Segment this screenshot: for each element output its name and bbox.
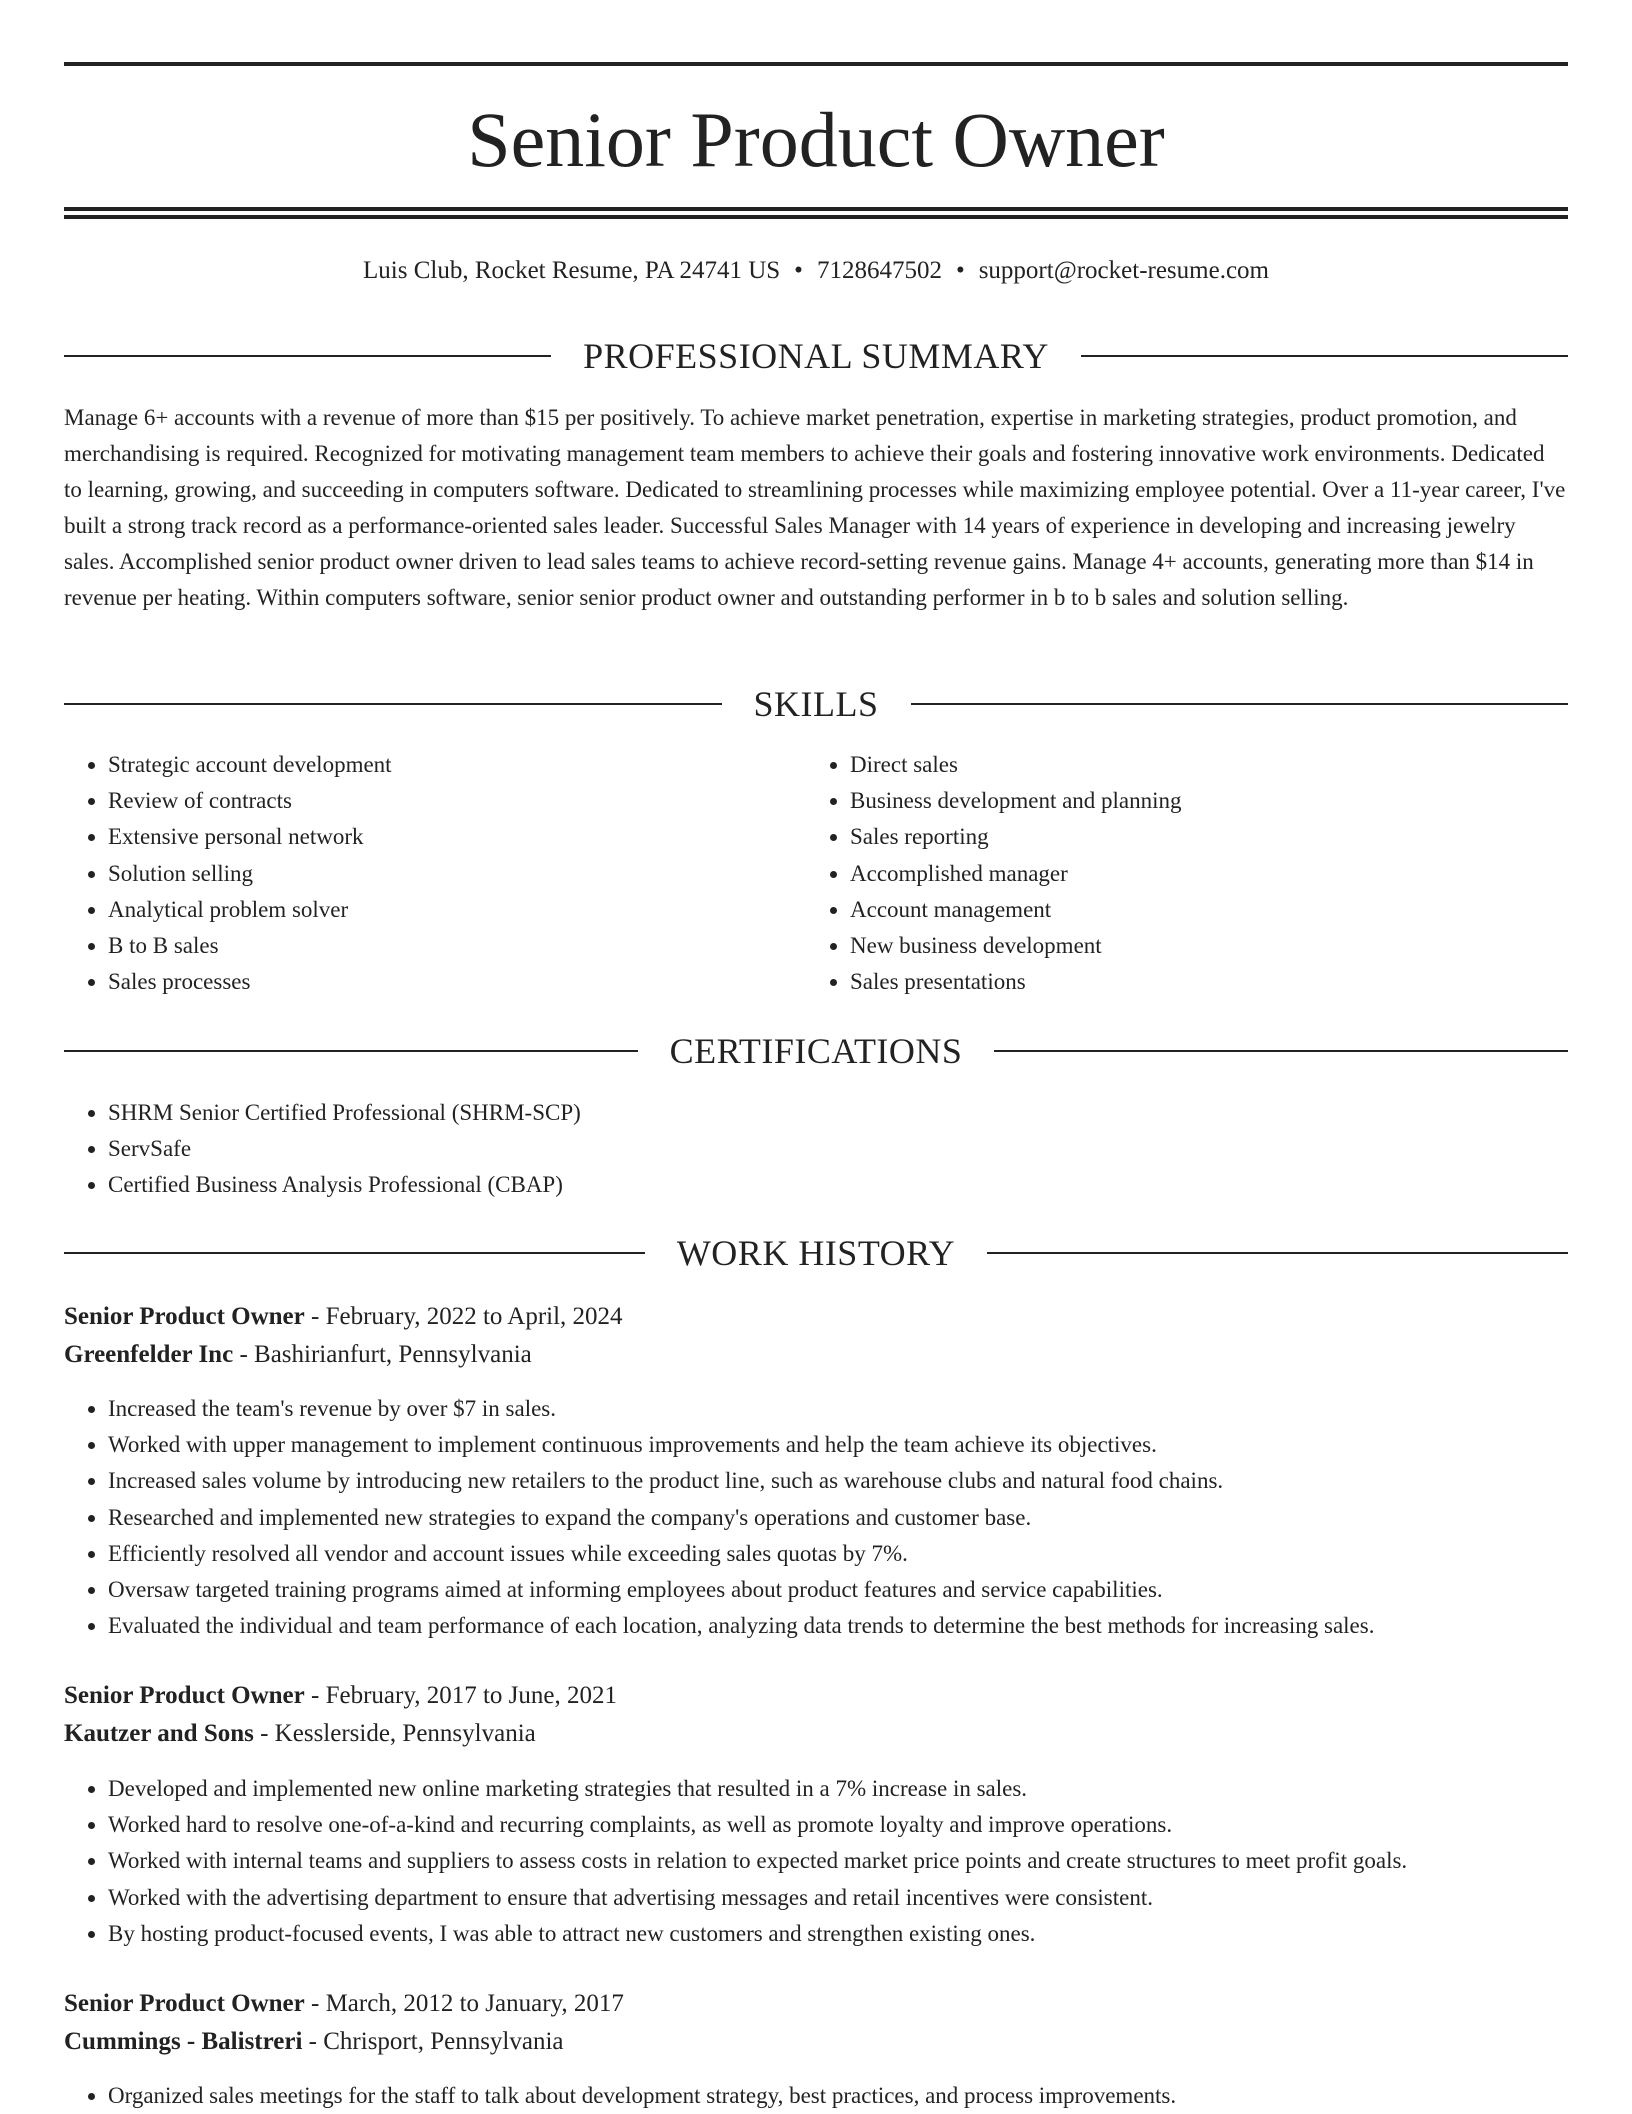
certifications-section-heading bbox=[64, 1029, 1568, 1073]
job-bullet: • Evaluated the individual and team performance of each location, analyzing data trends to determine the best methods for increasing sales. bbox=[108, 1608, 1568, 1644]
summary-section-heading bbox=[64, 334, 1568, 378]
job-bullets-block bbox=[64, 1771, 1568, 1952]
job-bullet-list bbox=[64, 2078, 1568, 2114]
certification-item: • SHRM Senior Certified Professional (SHRM-SCP) bbox=[108, 1095, 1568, 1131]
skill-item: • Sales processes bbox=[108, 964, 806, 1000]
job-title-line bbox=[64, 1985, 1568, 2023]
contact-line bbox=[64, 254, 1568, 288]
skill-item: • B to B sales bbox=[108, 928, 806, 964]
job-title: Senior Product Owner bbox=[64, 1682, 305, 1709]
job-company-line bbox=[64, 1715, 1568, 1753]
summary-heading-label: PROFESSIONAL SUMMARY bbox=[583, 336, 1049, 376]
header-double-rule-bottom bbox=[64, 215, 1568, 219]
job-company: Kautzer and Sons bbox=[64, 1720, 254, 1747]
job-bullet: • By hosting product-focused events, I was able to attract new customers and strengthen existing ones. bbox=[108, 1916, 1568, 1952]
heading-rule-right bbox=[911, 703, 1569, 705]
skills-list-left bbox=[64, 747, 806, 1000]
heading-rule-right bbox=[1081, 355, 1568, 357]
heading-rule-left bbox=[64, 355, 551, 357]
job-company-line bbox=[64, 2023, 1568, 2061]
job-bullet: • Worked with the advertising department to ensure that advertising messages and retail incentives were consistent. bbox=[108, 1880, 1568, 1916]
contact-address: Luis Club, Rocket Resume, PA 24741 US bbox=[363, 257, 781, 284]
skills-list-right bbox=[806, 747, 1548, 1000]
certification-item: • Certified Business Analysis Professional (CBAP) bbox=[108, 1167, 1568, 1203]
job-bullet: • Oversaw targeted training programs aimed at informing employees about product features and service capabilities. bbox=[108, 1572, 1568, 1608]
job-location: - Kesslerside, Pennsylvania bbox=[253, 1720, 536, 1747]
job-bullet: • Efficiently resolved all vendor and account issues while exceeding sales quotas by 7%. bbox=[108, 1536, 1568, 1572]
skill-item: • Account management bbox=[850, 892, 1548, 928]
heading-rule-right bbox=[994, 1050, 1568, 1052]
certification-item: • ServSafe bbox=[108, 1131, 1568, 1167]
heading-rule-left bbox=[64, 703, 722, 705]
work-history-heading-label: WORK HISTORY bbox=[676, 1233, 956, 1273]
skill-item: • New business development bbox=[850, 928, 1548, 964]
job-bullet: • Worked with upper management to implement continuous improvements and help the team achieve its objectives. bbox=[108, 1427, 1568, 1463]
job-entry bbox=[64, 1677, 1568, 1753]
contact-separator: • bbox=[794, 257, 803, 284]
job-company: Cummings - Balistreri bbox=[64, 2028, 303, 2055]
skills-section-heading bbox=[64, 682, 1568, 726]
job-entry bbox=[64, 1298, 1568, 1374]
skills-columns bbox=[64, 747, 1568, 1000]
job-title-line bbox=[64, 1298, 1568, 1336]
job-bullet: • Worked hard to resolve one-of-a-kind and recurring complaints, as well as promote loyalty and improve operations. bbox=[108, 1807, 1568, 1843]
job-title: Senior Product Owner bbox=[64, 1990, 305, 2017]
skill-item: • Business development and planning bbox=[850, 783, 1548, 819]
job-bullets-block bbox=[64, 2078, 1568, 2114]
job-dates: - February, 2017 to June, 2021 bbox=[304, 1682, 617, 1709]
job-bullet-list bbox=[64, 1391, 1568, 1644]
skill-item: • Direct sales bbox=[850, 747, 1548, 783]
skill-item: • Sales presentations bbox=[850, 964, 1548, 1000]
job-bullet: • Increased sales volume by introducing new retailers to the product line, such as warehouse clubs and natural food chains. bbox=[108, 1463, 1568, 1499]
job-entry bbox=[64, 1985, 1568, 2061]
job-bullet: • Researched and implemented new strategies to expand the company's operations and customer base. bbox=[108, 1500, 1568, 1536]
skill-item: • Strategic account development bbox=[108, 747, 806, 783]
skills-column-right bbox=[806, 747, 1548, 1000]
skill-item: • Analytical problem solver bbox=[108, 892, 806, 928]
work-history-section-heading bbox=[64, 1231, 1568, 1275]
skills-column-left bbox=[64, 747, 806, 1000]
contact-phone: 7128647502 bbox=[816, 257, 942, 284]
job-location: - Chrisport, Pennsylvania bbox=[302, 2028, 564, 2055]
job-bullet-list bbox=[64, 1771, 1568, 1952]
heading-rule-left bbox=[64, 1252, 645, 1254]
certifications-block bbox=[64, 1095, 1568, 1204]
skill-item: • Solution selling bbox=[108, 856, 806, 892]
skill-item: • Extensive personal network bbox=[108, 819, 806, 855]
certifications-heading-label: CERTIFICATIONS bbox=[669, 1031, 963, 1071]
certifications-list bbox=[64, 1095, 1568, 1204]
job-company-line bbox=[64, 1336, 1568, 1374]
contact-email: support@rocket-resume.com bbox=[978, 257, 1269, 284]
header-top-rule bbox=[64, 62, 1568, 66]
skill-item: • Sales reporting bbox=[850, 819, 1548, 855]
job-bullet: • Developed and implemented new online marketing strategies that resulted in a 7% increase in sales. bbox=[108, 1771, 1568, 1807]
header-double-rule-top bbox=[64, 207, 1568, 211]
job-bullet: • Organized sales meetings for the staff to talk about development strategy, best practices, and process improvements. bbox=[108, 2078, 1568, 2114]
job-dates: - February, 2022 to April, 2024 bbox=[304, 1303, 623, 1330]
heading-rule-left bbox=[64, 1050, 638, 1052]
job-bullet: • Increased the team's revenue by over $7 in sales. bbox=[108, 1391, 1568, 1427]
job-company: Greenfelder Inc bbox=[64, 1341, 234, 1368]
job-dates: - March, 2012 to January, 2017 bbox=[304, 1990, 624, 2017]
job-location: - Bashirianfurt, Pennsylvania bbox=[233, 1341, 532, 1368]
job-title-line bbox=[64, 1677, 1568, 1715]
resume-title: Senior Product Owner bbox=[467, 96, 1165, 183]
contact-separator: • bbox=[955, 257, 965, 284]
job-bullet: • Worked with internal teams and suppliers to assess costs in relation to expected market price points and create structures to meet profit goals. bbox=[108, 1843, 1568, 1879]
job-title: Senior Product Owner bbox=[64, 1303, 305, 1330]
skill-item: • Accomplished manager bbox=[850, 856, 1548, 892]
skills-heading-label: SKILLS bbox=[753, 684, 879, 724]
skill-item: • Review of contracts bbox=[108, 783, 806, 819]
professional-summary-text: Manage 6+ accounts with a revenue of more than $15 per positively. To achieve market penetration, expertise in marketing strategies, product promotion, and merchandising is required. Recognized for motivating management team members to achieve their goals and fostering innovative work environments. Dedicated to learning, growing, and succeeding in computers software. Dedicated to streamlining processes while maximizing employee potential. Over a 11-year career, I've built a strong track record as a performance-oriented sales leader. Successful Sales Manager with 14 years of experience in developing and increasing jewelry sales. Accomplished senior product owner driven to lead sales teams to achieve record-setting revenue gains. Manage 4+ accounts, generating more than $14 in revenue per heating. Within computers software, senior senior product owner and outstanding performer in b to b sales and solution selling. bbox=[64, 405, 1566, 610]
heading-rule-right bbox=[987, 1252, 1568, 1254]
job-bullets-block bbox=[64, 1391, 1568, 1644]
